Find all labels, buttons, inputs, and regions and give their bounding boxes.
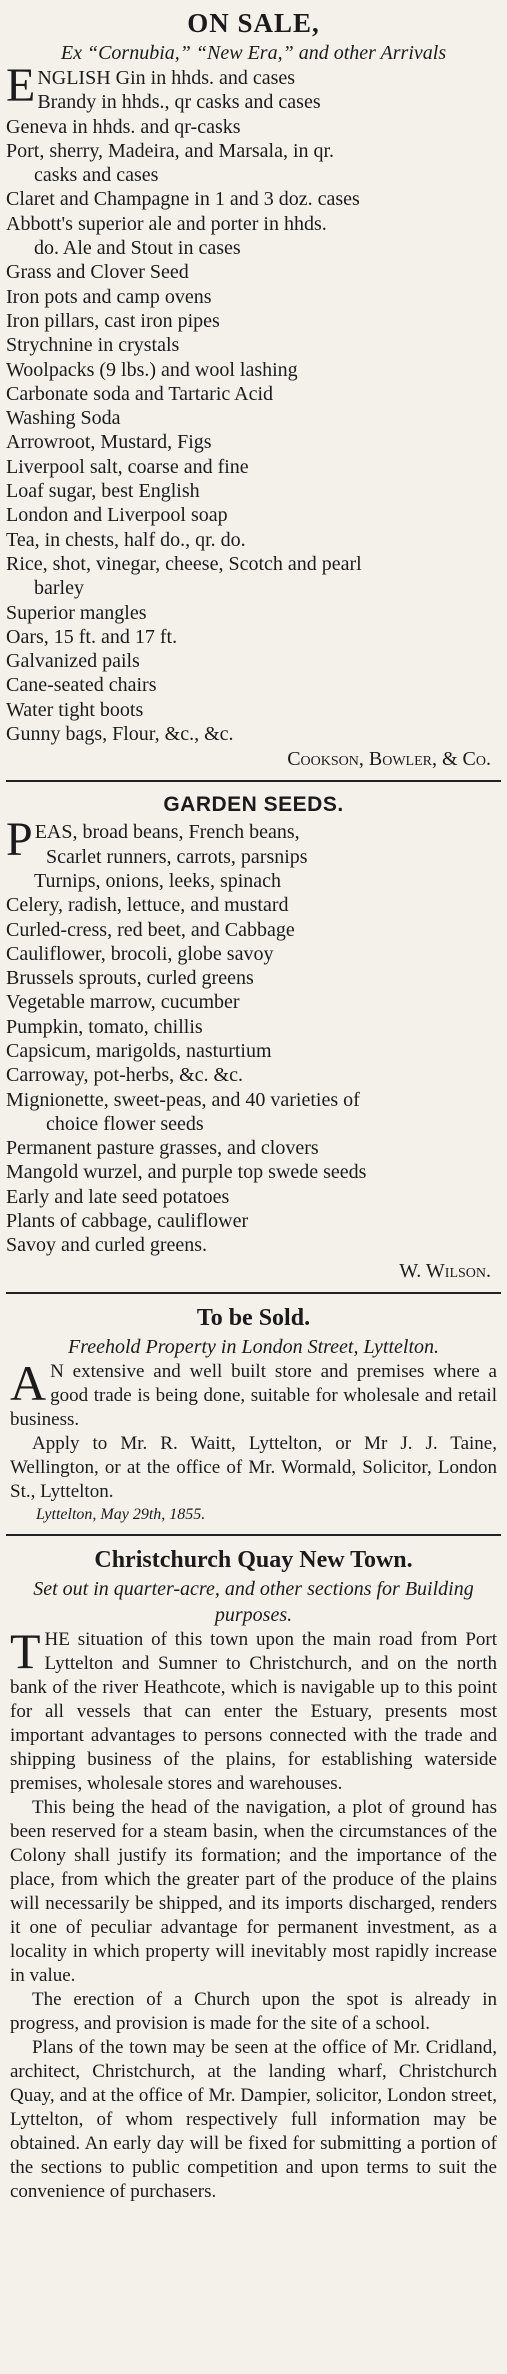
list-item: Galvanized pails (6, 650, 140, 673)
on-sale-heading: ON SALE, (187, 8, 320, 38)
list-item: Liverpool salt, coarse and fine (6, 455, 249, 478)
list-item: Rice, shot, vinegar, cheese, Scotch and pearl (6, 552, 362, 575)
list-item: Superior mangles (6, 601, 147, 624)
list-item: Permanent pasture grasses, and clovers (6, 1137, 319, 1160)
on-sale-advertisement (6, 6, 501, 772)
list-item: Curled-cress, red beet, and Cabbage (6, 918, 295, 941)
list-item: Iron pots and camp ovens (6, 285, 212, 308)
divider (6, 1534, 501, 1536)
list-item: Brussels sprouts, curled greens (6, 967, 254, 990)
list-item: Port, sherry, Madeira, and Marsala, in qr. (6, 139, 335, 162)
quay-paragraph-4: Plans of the town may be seen at the office of Mr. Cridland, architect, Christchurch, at the landing wharf, Christchurch Quay, and at the office of Mr. Dampier, solicitor, London street, Lyttelton, of whom respectively full information may be obtained. An early day will be fixed for submitting a portion of the sections to public competition and upon terms to suit the convenience of purchasers. (10, 2036, 497, 2202)
list-item: Tea, in chests, half do., qr. do. (6, 528, 246, 551)
list-item: London and Liverpool soap (6, 504, 228, 527)
list-item: Mangold wurzel, and purple top swede seeds (6, 1161, 367, 1184)
garden-seeds-heading: GARDEN SEEDS. (163, 793, 344, 817)
on-sale-list (6, 59, 501, 746)
list-item: Arrowroot, Mustard, Figs (6, 431, 212, 454)
list-item: Plants of cabbage, cauliflower (6, 1210, 249, 1233)
garden-seeds-advertisement (6, 790, 501, 1283)
to-be-sold-heading: To be Sold. (196, 1304, 311, 1331)
list-item: choice flower seeds (46, 1112, 204, 1135)
list-item: casks and cases (34, 164, 159, 187)
list-item: Grass and Clover Seed (6, 261, 189, 284)
to-be-sold-subhead: Freehold Property in London Street, Lyttelton. (67, 1335, 439, 1358)
to-be-sold-apply-paragraph: Apply to Mr. R. Waitt, Lyttelton, or Mr J. J. Taine, Wellington, or at the office of Mr. Wormald, Solicitor, London St., Lyttelton. (10, 1432, 497, 1502)
on-sale-subhead: Ex “Cornubia,” “New Era,” and other Arrivals (60, 42, 447, 64)
list-item: Vegetable marrow, cucumber (6, 991, 240, 1014)
list-item: Carroway, pot-herbs, &c. &c. (6, 1064, 243, 1087)
garden-seeds-list (6, 813, 501, 1257)
list-item: Strychnine in crystals (6, 334, 180, 357)
list-item: Carbonate soda and Tartaric Acid (6, 382, 274, 405)
to-be-sold-paragraph (10, 1354, 497, 1432)
drop-cap: A (10, 1354, 47, 1411)
list-item: Woolpacks (9 lbs.) and wool lashing (6, 358, 298, 381)
list-item: Celery, radish, lettuce, and mustard (6, 894, 289, 917)
list-item: Claret and Champagne in 1 and 3 doz. cases (6, 188, 360, 211)
list-item: Pumpkin, tomato, chillis (6, 1015, 203, 1038)
to-be-sold-date: Lyttelton, May 29th, 1855. (36, 1505, 206, 1523)
on-sale-signature: Cookson, Bowler, & Co. (287, 748, 491, 771)
list-item: barley (34, 577, 84, 600)
list-item: do. Ale and Stout in cases (34, 237, 241, 260)
divider (6, 1292, 501, 1294)
list-item: Water tight boots (6, 698, 144, 721)
paragraph-text: N extensive and well built store and premises where a good trade is being done, suitable for wholesale and retail business. (10, 1360, 497, 1430)
list-item: Cane-seated chairs (6, 674, 157, 697)
list-item: Oars, 15 ft. and 17 ft. (6, 625, 178, 648)
list-item: Abbott's superior ale and porter in hhds. (6, 212, 327, 235)
paragraph-text: HE situation of this town upon the main road from Port Lyttelton and Sumner to Christchurch, and on the north bank of the river Heathcote, which is navigable up to this point for all vessels that can enter the Estuary, presents most important advantages to persons connected with the trade and shipping business of the plains, for establishing waterside premises, wholesale stores and warehouses. (10, 1628, 497, 1794)
list-item: Scarlet runners, carrots, parsnips (46, 845, 308, 868)
quay-paragraph-2: This being the head of the navigation, a plot of ground has been reserved for a steam basin, when the circumstances of the Colony shall justify its formation; and the importance of the place, from which the greater part of the produce of the plains will necessarily be shipped, and its imports discharged, renders it one of peculiar advantage for permanent investment, as a locality in which property will inevitably most rapidly increase in value. (10, 1796, 497, 1986)
list-item: Gunny bags, Flour, &c., &c. (6, 723, 234, 746)
list-item: Iron pillars, cast iron pipes (6, 309, 220, 332)
to-be-sold-advertisement (6, 1302, 501, 1526)
drop-cap: T (10, 1622, 41, 1679)
list-item-text: NGLISH Gin in hhds. and cases (37, 67, 296, 89)
list-item: Geneva in hhds. and qr-casks (6, 115, 241, 138)
drop-cap: E (6, 59, 36, 112)
list-item: Brandy in hhds., qr casks and cases (37, 91, 321, 114)
list-item: Washing Soda (6, 407, 121, 430)
christchurch-quay-advertisement (6, 1544, 501, 2204)
quay-heading: Christchurch Quay New Town. (94, 1546, 413, 1573)
list-item: Cauliflower, brocoli, globe savoy (6, 942, 274, 965)
quay-paragraph-3: The erection of a Church upon the spot is already in progress, and provision is made for the site of a school. (10, 1988, 497, 2034)
drop-cap: P (6, 813, 33, 867)
quay-subhead: Set out in quarter-acre, and other sections for Building purposes. (33, 1577, 474, 1626)
list-item: Early and late seed potatoes (6, 1185, 230, 1208)
list-item: Capsicum, marigolds, nasturtium (6, 1039, 272, 1062)
newspaper-page (6, 0, 501, 2204)
garden-seeds-signature: W. Wilson. (399, 1259, 491, 1282)
list-item: Savoy and curled greens. (6, 1234, 208, 1257)
list-item: Turnips, onions, leeks, spinach (34, 869, 282, 892)
list-item: Mignionette, sweet-peas, and 40 varieties of (6, 1088, 360, 1111)
list-item-text: EAS, broad beans, French beans, (34, 821, 300, 844)
list-item: Loaf sugar, best English (6, 480, 200, 503)
quay-paragraph-1 (10, 1622, 497, 1796)
divider (6, 780, 501, 782)
